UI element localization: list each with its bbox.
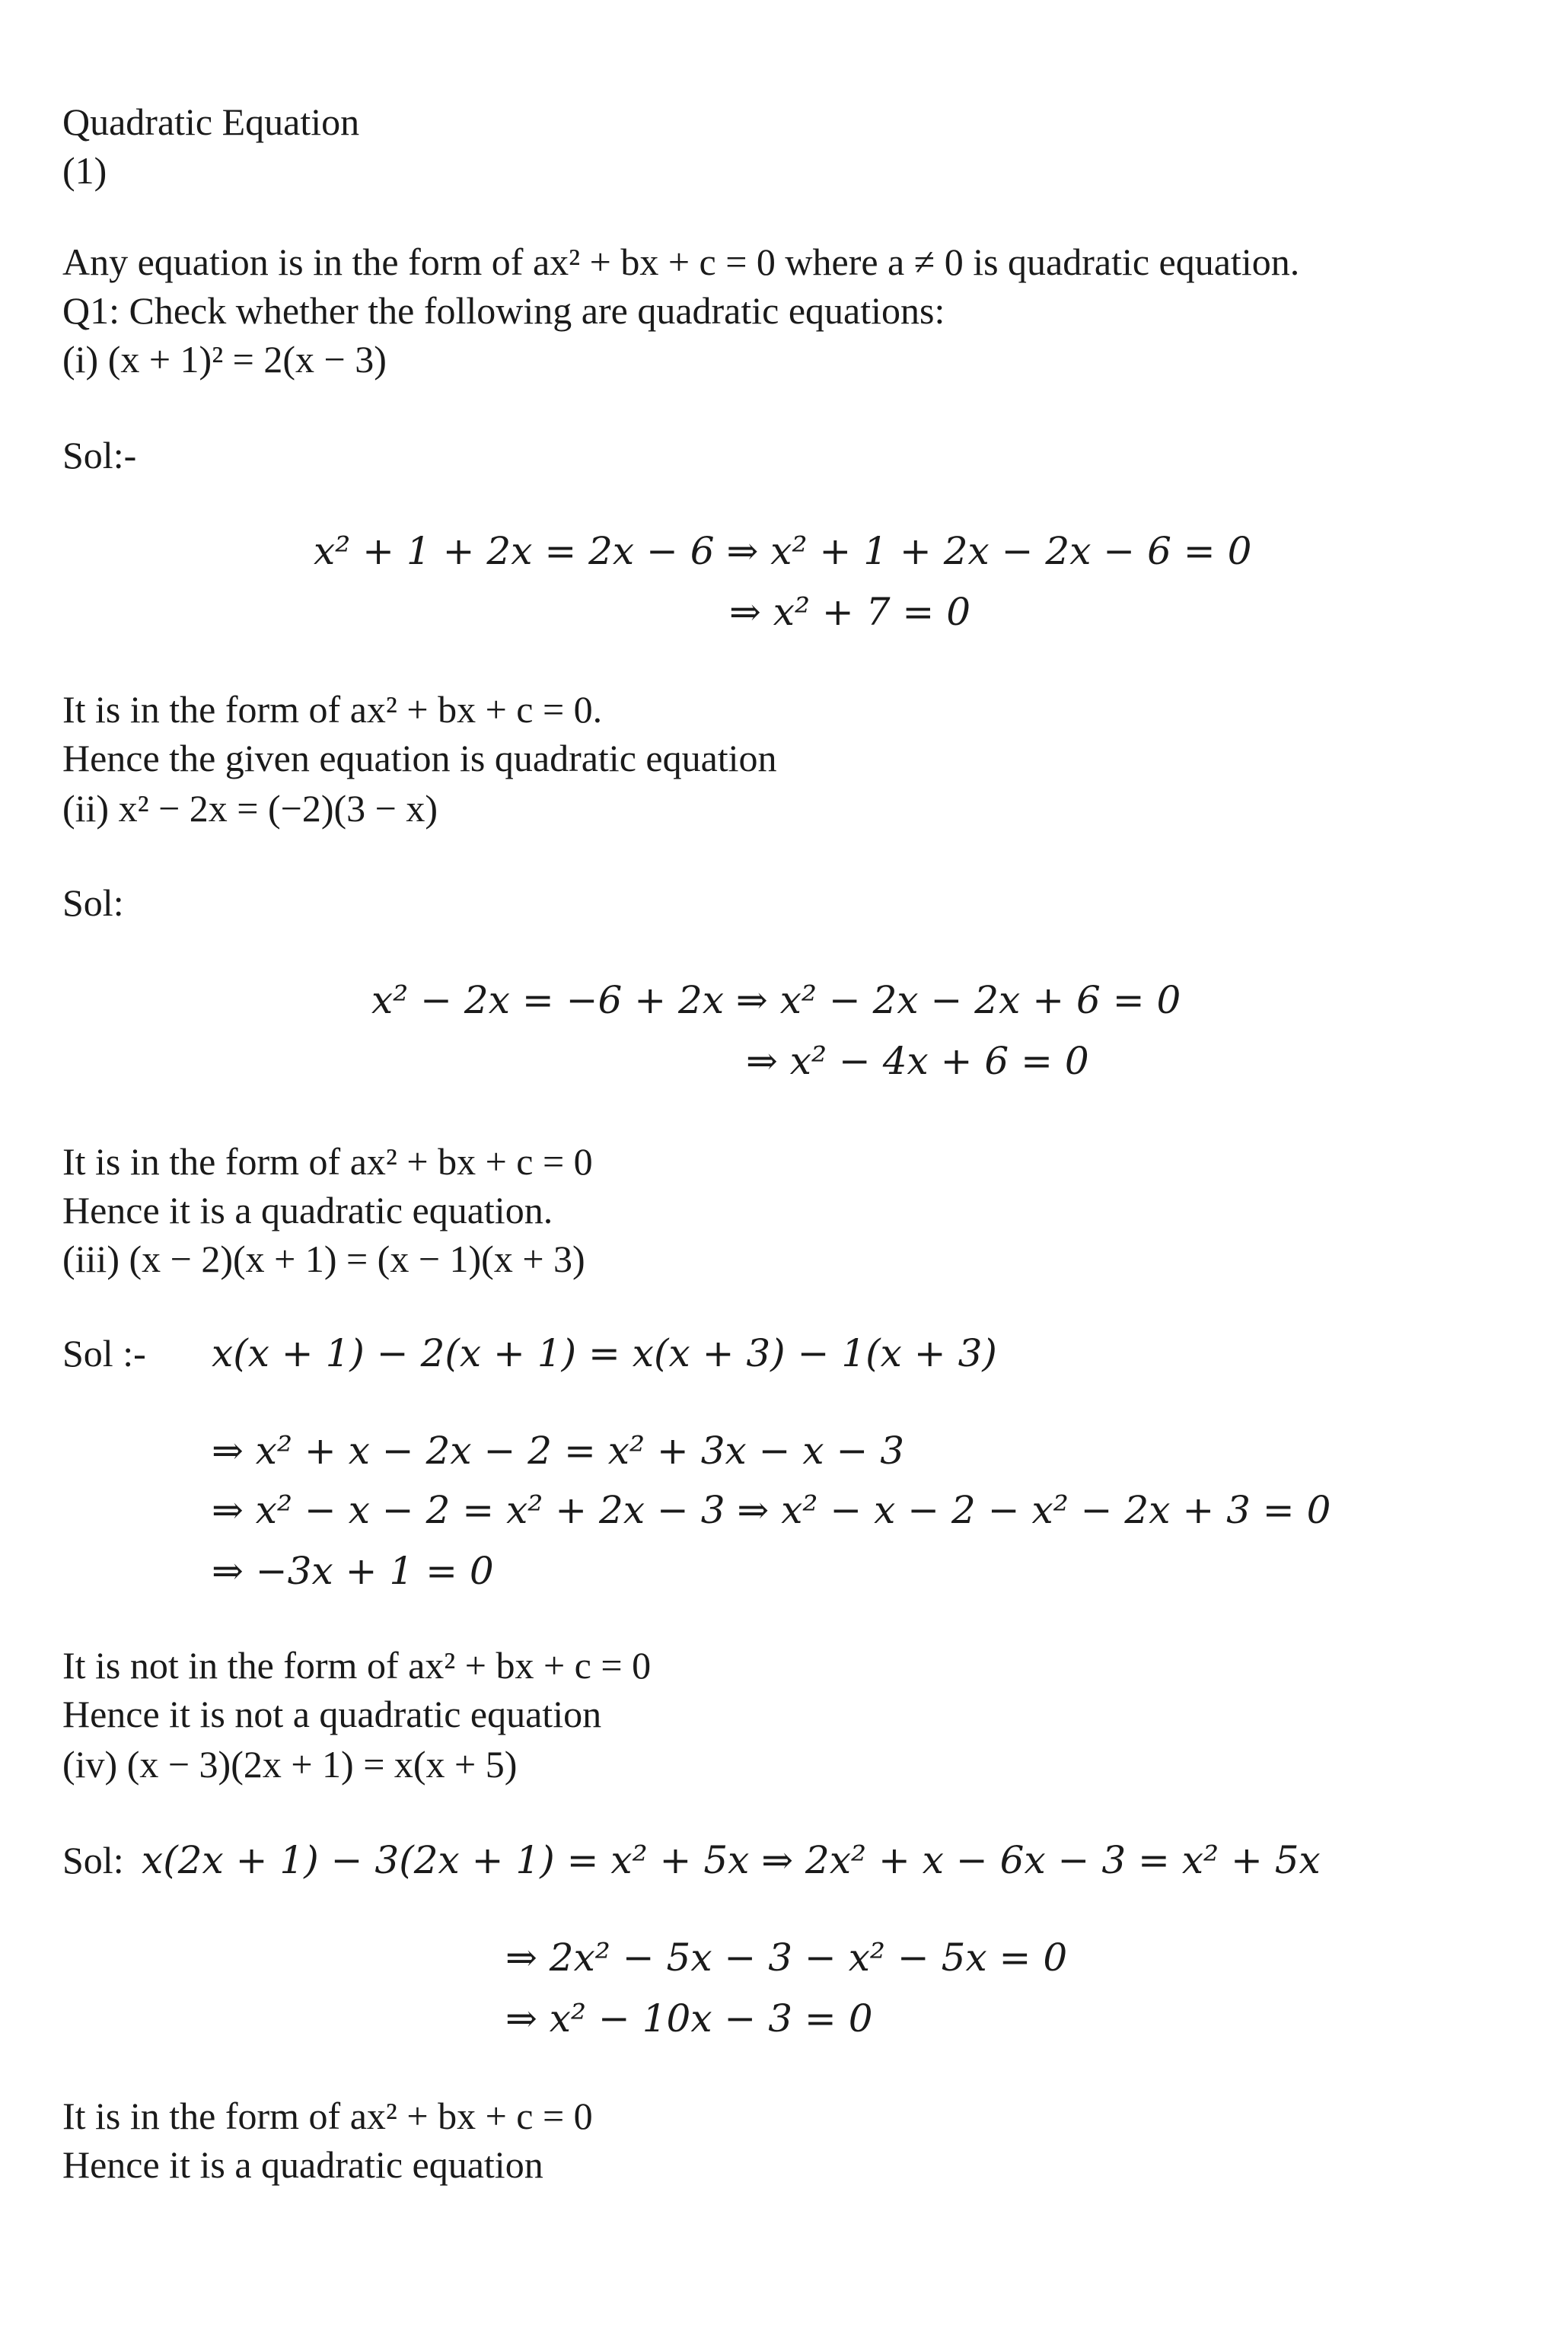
part-i-step-2: ⇒ x² + 7 = 0 <box>729 590 971 634</box>
part-iii-step-3: ⇒ x² − x − 2 = x² + 2x − 3 ⇒ x² − x − 2 − x² − 2x + 3 = 0 <box>212 1488 1331 1532</box>
document-title: Quadratic Equation <box>62 100 360 143</box>
part-ii-step-2: ⇒ x² − 4x + 6 = 0 <box>746 1039 1089 1083</box>
part-iii-conclusion-1: It is not in the form of ax² + bx + c = 0 <box>62 1644 652 1687</box>
part-iii-sol-label: Sol :- <box>62 1332 146 1375</box>
definition-text: Any equation is in the form of ax² + bx + c = 0 where a ≠ 0 is quadratic equation. <box>62 241 1300 283</box>
part-iv-conclusion-2: Hence it is a quadratic equation <box>62 2143 543 2186</box>
part-iii-step-1: x(x + 1) − 2(x + 1) = x(x + 3) − 1(x + 3) <box>212 1331 997 1375</box>
part-ii-conclusion-2: Hence it is a quadratic equation. <box>62 1189 553 1231</box>
part-iii-label: (iii) (x − 2)(x + 1) = (x − 1)(x + 3) <box>62 1238 585 1280</box>
part-iv-step-3: ⇒ x² − 10x − 3 = 0 <box>505 1996 873 2041</box>
part-iii-step-2: ⇒ x² + x − 2x − 2 = x² + 3x − x − 3 <box>212 1429 905 1473</box>
part-iv-conclusion-1: It is in the form of ax² + bx + c = 0 <box>62 2095 593 2137</box>
part-i-conclusion-1: It is in the form of ax² + bx + c = 0. <box>62 688 603 731</box>
part-i-step-1: x² + 1 + 2x = 2x − 6 ⇒ x² + 1 + 2x − 2x − 6 = 0 <box>314 529 1252 573</box>
part-ii-label: (ii) x² − 2x = (−2)(3 − x) <box>62 787 438 830</box>
part-ii-conclusion-1: It is in the form of ax² + bx + c = 0 <box>62 1140 593 1183</box>
part-iv-sol-label: Sol: <box>62 1839 124 1881</box>
part-ii-step-1: x² − 2x = −6 + 2x ⇒ x² − 2x − 2x + 6 = 0 <box>371 978 1181 1022</box>
part-iv-step-2: ⇒ 2x² − 5x − 3 − x² − 5x = 0 <box>505 1936 1068 1980</box>
part-i-label: (i) (x + 1)² = 2(x − 3) <box>62 338 387 381</box>
page-number: (1) <box>62 149 107 192</box>
question-text: Q1: Check whether the following are quadratic equations: <box>62 289 945 332</box>
part-iv-label: (iv) (x − 3)(2x + 1) = x(x + 5) <box>62 1743 518 1786</box>
part-iv-step-1: x(2x + 1) − 3(2x + 1) = x² + 5x ⇒ 2x² + x − 6x − 3 = x² + 5x <box>142 1838 1321 1882</box>
part-i-conclusion-2: Hence the given equation is quadratic equation <box>62 737 777 779</box>
part-ii-sol-label: Sol: <box>62 881 124 924</box>
part-iii-step-4: ⇒ −3x + 1 = 0 <box>212 1549 494 1593</box>
part-i-sol-label: Sol:- <box>62 434 137 476</box>
part-iii-conclusion-2: Hence it is not a quadratic equation <box>62 1693 602 1735</box>
